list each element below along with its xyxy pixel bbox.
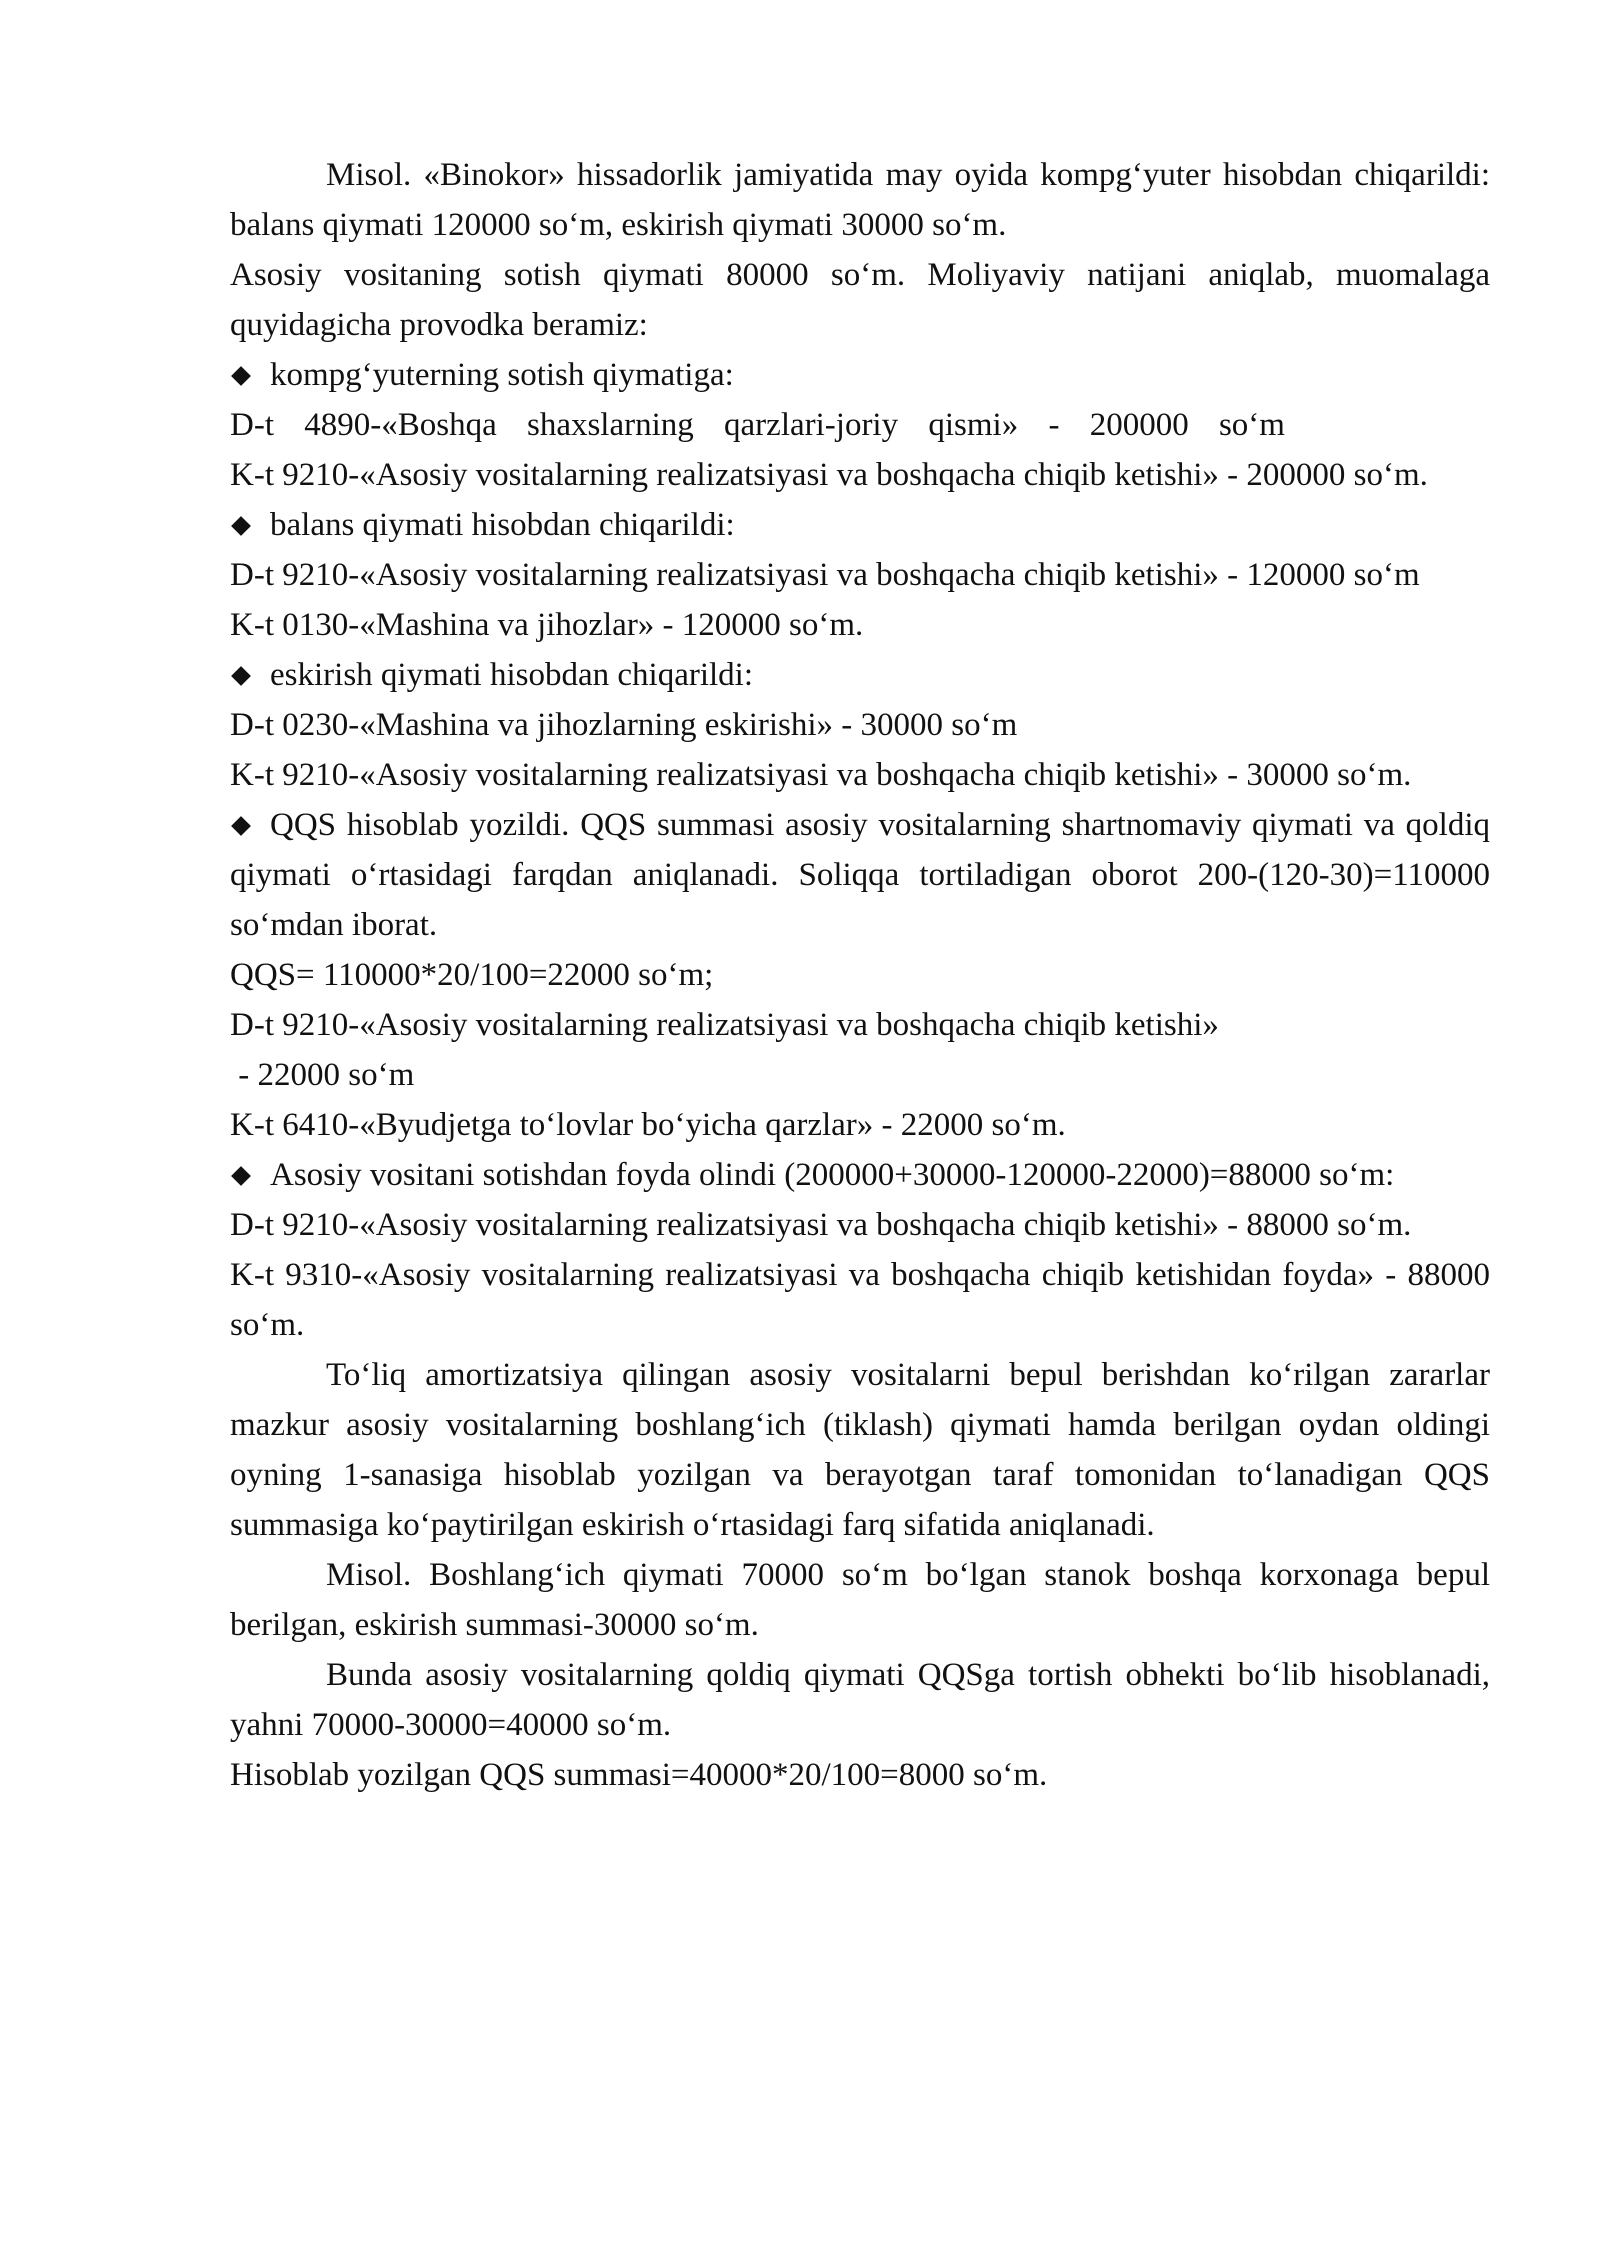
- bullet-text: kompg‘yuterning sotish qiymatiga:: [270, 357, 734, 393]
- example-2-residual-value: Bunda asosiy vositalarning qoldiq qiymati QQSga tortish obhekti bo‘lib hisoblanadi, yahni 70000-30000=40000 so‘m.: [230, 1657, 1490, 1743]
- diamond-bullet-icon: [231, 816, 251, 836]
- example-1-sale-value: Asosiy vositaning sotish qiymati 80000 so‘m. Moliyaviy natijani aniqlab, muomalaga quyidagicha provodka beramiz:: [230, 257, 1490, 343]
- entry-debit: D-t 9210-«Asosiy vositalarning realizatsiyasi va boshqacha chiqib ketishi» - 88000 so‘m.: [230, 1207, 1412, 1243]
- bullet-text: eskirish qiymati hisobdan chiqarildi:: [270, 657, 754, 693]
- document-page: [230, 150, 1490, 1800]
- bullet-item-depreciation: [230, 650, 1490, 700]
- amortization-paragraph: To‘liq amortizatsiya qilingan asosiy vositalarni bepul berishdan ko‘rilgan zararlar mazkur asosiy vositalarning boshlang‘ich (tiklash) qiymati hamda berilgan oydan oldingi oyning 1-sanasiga hisoblab yozilgan va berayotgan taraf tomonidan to‘lanadigan QQS summasiga ko‘paytirilgan eskirish o‘rtasidagi farq sifatida aniqlanadi.: [230, 1357, 1490, 1543]
- example-2-intro: Misol. Boshlang‘ich qiymati 70000 so‘m bo‘lgan stanok boshqa korxonaga bepul berilgan, eskirish summasi-30000 so‘m.: [230, 1557, 1490, 1643]
- vat-calculation: QQS= 110000*20/100=22000 so‘m;: [230, 957, 714, 993]
- bullet-item-sale-price: [230, 350, 1490, 400]
- bullet-text: balans qiymati hisobdan chiqarildi:: [270, 507, 735, 543]
- entry-credit: K-t 0130-«Mashina va jihozlar» - 120000 so‘m.: [230, 607, 864, 643]
- diamond-bullet-icon: [231, 366, 251, 386]
- bullet-item-balance-value: [230, 500, 1490, 550]
- bullet-item-profit: [230, 1150, 1490, 1200]
- entry-debit: D-t 9210-«Asosiy vositalarning realizatsiyasi va boshqacha chiqib ketishi» - 120000 so‘m: [230, 557, 1420, 593]
- entry-debit-amount: - 22000 so‘m: [230, 1057, 415, 1093]
- bullet-item-vat: [230, 800, 1490, 950]
- diamond-bullet-icon: [231, 516, 251, 536]
- entry-debit: D-t 0230-«Mashina va jihozlarning eskirishi» - 30000 so‘m: [230, 707, 1018, 743]
- entry-credit: K-t 9310-«Asosiy vositalarning realizatsiyasi va boshqacha chiqib ketishidan foyda» - 88000 so‘m.: [230, 1257, 1490, 1343]
- entry-credit: K-t 9210-«Asosiy vositalarning realizatsiyasi va boshqacha chiqib ketishi» - 30000 so‘m.: [230, 757, 1412, 793]
- entry-credit: K-t 9210-«Asosiy vositalarning realizatsiyasi va boshqacha chiqib ketishi» - 200000 so‘m.: [230, 457, 1428, 493]
- bullet-text: QQS hisoblab yozildi. QQS summasi asosiy vositalarning shartnomaviy qiymati va qoldiq qiymati o‘rtasidagi farqdan aniqlanadi. Soliqqa tortiladigan oborot 200-(120-30)=110000 so‘mdan iborat.: [230, 807, 1490, 943]
- example-1-intro: Misol. «Binokor» hissadorlik jamiyatida may oyida kompg‘yuter hisobdan chiqarildi: balans qiymati 120000 so‘m, eskirish qiymati 30000 so‘m.: [230, 157, 1490, 243]
- bullet-text: Asosiy vositani sotishdan foyda olindi (200000+30000-120000-22000)=88000 so‘m:: [270, 1157, 1395, 1193]
- diamond-bullet-icon: [231, 1166, 251, 1186]
- entry-debit: D-t 4890-«Boshqa shaxslarning qarzlari-joriy qismi» - 200000 so‘m: [230, 407, 1285, 443]
- entry-credit: K-t 6410-«Byudjetga to‘lovlar bo‘yicha qarzlar» - 22000 so‘m.: [230, 1107, 1066, 1143]
- entry-debit: D-t 9210-«Asosiy vositalarning realizatsiyasi va boshqacha chiqib ketishi»: [230, 1007, 1219, 1043]
- example-2-vat-amount: Hisoblab yozilgan QQS summasi=40000*20/100=8000 so‘m.: [230, 1757, 1048, 1793]
- diamond-bullet-icon: [231, 666, 251, 686]
